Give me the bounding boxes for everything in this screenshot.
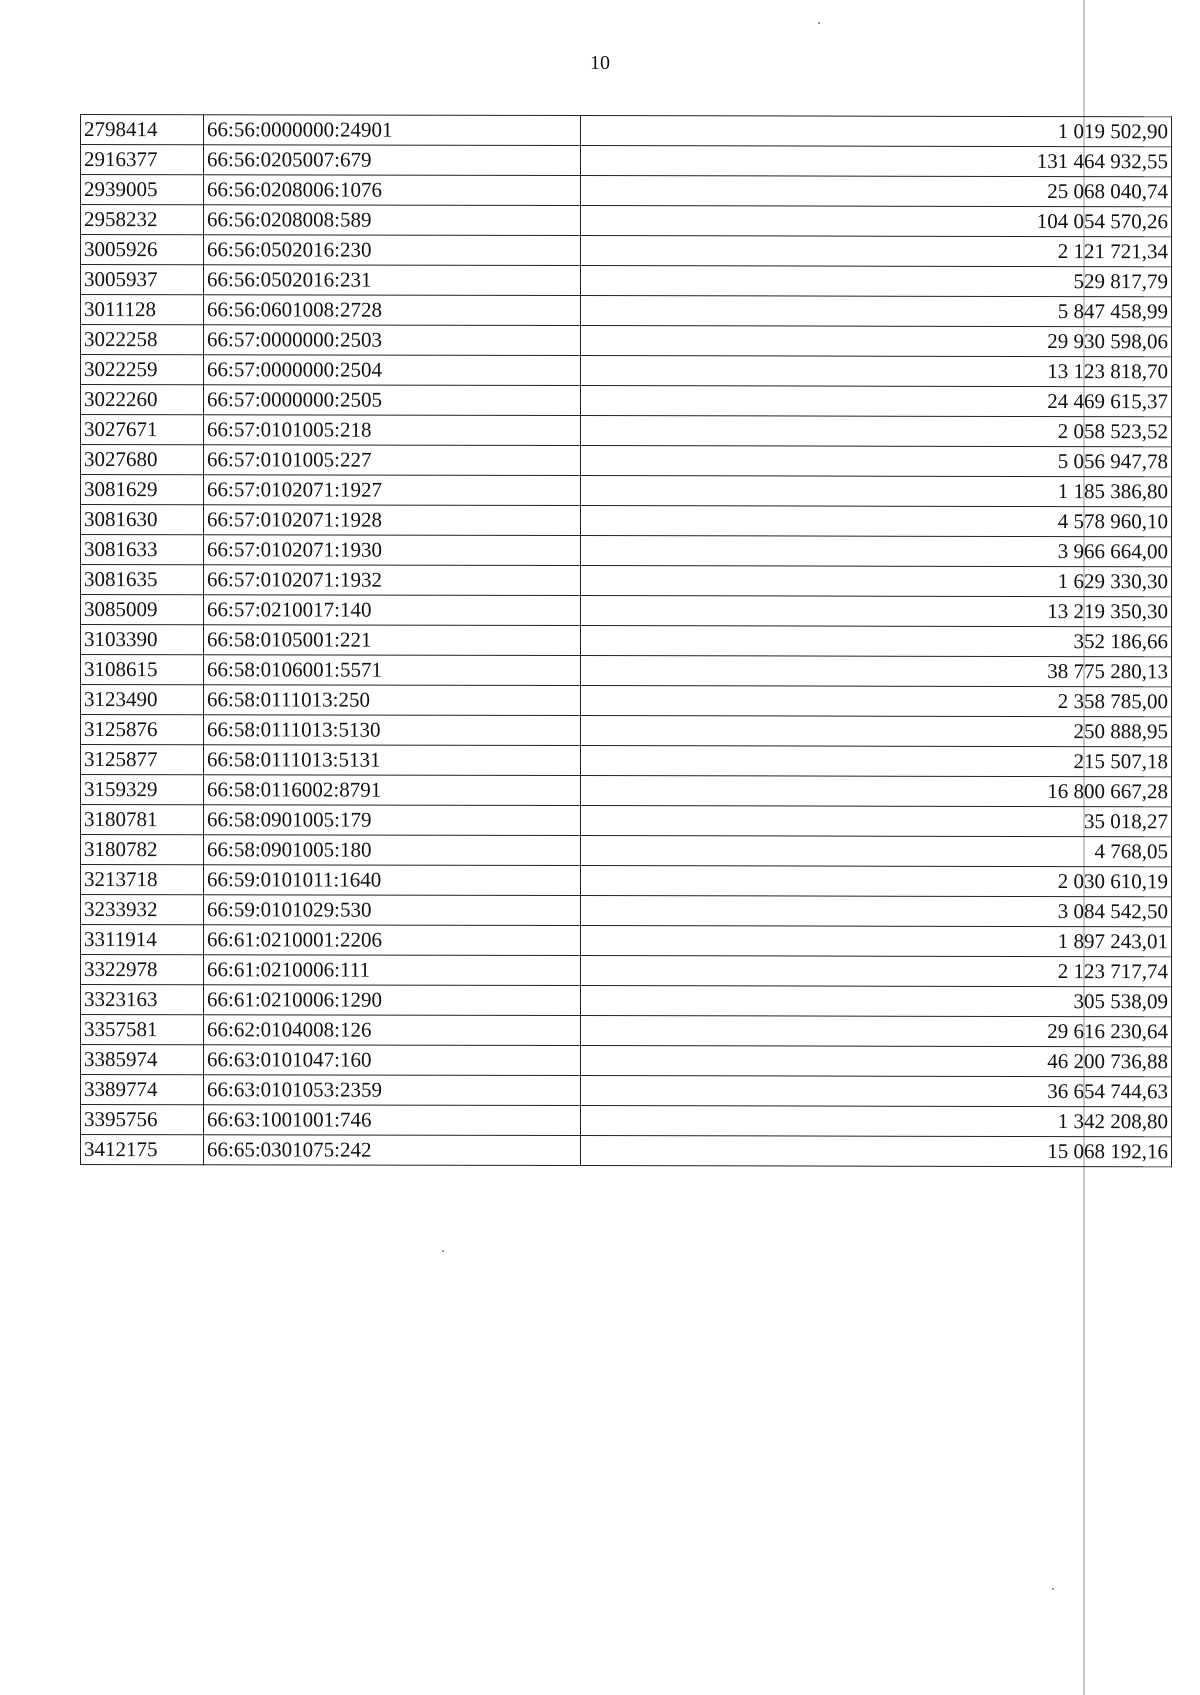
object-id-cell: 2916377 [81,145,204,175]
object-id-cell: 3081633 [81,535,204,565]
cadastral-number-cell: 66:58:0111013:5130 [204,715,581,746]
table-row [81,505,1172,537]
cadastral-number-cell: 66:56:0000000:24901 [204,115,581,146]
object-id-cell: 3123490 [81,685,204,715]
cadastral-value-cell: 2 358 785,00 [581,686,1172,717]
object-id-cell: 3081630 [81,505,204,535]
object-id-cell: 3233932 [81,895,204,925]
table-row [81,385,1172,417]
cadastral-number-cell: 66:63:0101053:2359 [204,1075,581,1106]
cadastral-value-cell: 29 930 598,06 [581,326,1172,357]
table-row [81,1075,1172,1107]
cadastral-number-cell: 66:57:0102071:1930 [204,535,581,566]
table-row [81,205,1172,237]
table-row [81,1105,1172,1137]
cadastral-number-cell: 66:57:0000000:2504 [204,355,581,386]
cadastral-value-cell: 5 847 458,99 [581,296,1172,327]
object-id-cell: 3022258 [81,325,204,355]
cadastral-number-cell: 66:57:0210017:140 [204,595,581,626]
cadastral-number-cell: 66:61:0210006:1290 [204,985,581,1016]
object-id-cell: 3011128 [81,295,204,325]
cadastral-number-cell: 66:58:0901005:179 [204,805,581,836]
table-row [81,895,1172,927]
cadastral-value-cell: 1 897 243,01 [581,926,1172,957]
object-id-cell: 3159329 [81,775,204,805]
cadastral-value-cell: 13 219 350,30 [581,596,1172,627]
cadastral-value-cell: 4 578 960,10 [581,506,1172,537]
cadastral-number-cell: 66:58:0901005:180 [204,835,581,866]
cadastral-number-cell: 66:56:0601008:2728 [204,295,581,326]
cadastral-number-cell: 66:63:1001001:746 [204,1105,581,1136]
cadastral-value-cell: 352 186,66 [581,626,1172,657]
cadastral-value-cell: 1 629 330,30 [581,566,1172,597]
table-row [81,235,1172,267]
table-row [81,145,1172,177]
scan-speck [818,22,820,24]
table-row [81,925,1172,957]
table-row [81,775,1172,807]
cadastral-value-cell: 4 768,05 [581,836,1172,867]
cadastral-value-cell: 5 056 947,78 [581,446,1172,477]
cadastral-number-cell: 66:56:0208006:1076 [204,175,581,206]
cadastral-number-cell: 66:59:0101011:1640 [204,865,581,896]
cadastral-number-cell: 66:57:0000000:2503 [204,325,581,356]
table-row [81,835,1172,867]
table-row [81,115,1172,147]
cadastral-number-cell: 66:57:0000000:2505 [204,385,581,416]
table-body [81,115,1172,1167]
table-row [81,265,1172,297]
cadastral-value-cell: 29 616 230,64 [581,1016,1172,1047]
object-id-cell: 3125877 [81,745,204,775]
cadastral-value-cell: 250 888,95 [581,716,1172,747]
cadastral-number-cell: 66:58:0105001:221 [204,625,581,656]
cadastral-number-cell: 66:56:0502016:231 [204,265,581,296]
object-id-cell: 3125876 [81,715,204,745]
object-id-cell: 3213718 [81,865,204,895]
cadastral-number-cell: 66:63:0101047:160 [204,1045,581,1076]
table-row [81,805,1172,837]
object-id-cell: 3081629 [81,475,204,505]
cadastral-value-cell: 2 030 610,19 [581,866,1172,897]
cadastral-number-cell: 66:61:0210001:2206 [204,925,581,956]
object-id-cell: 3005926 [81,235,204,265]
table-row [81,625,1172,657]
table-row [81,745,1172,777]
cadastral-value-cell: 15 068 192,16 [581,1136,1172,1167]
cadastral-number-cell: 66:58:0116002:8791 [204,775,581,806]
table-row [81,175,1172,207]
cadastral-number-cell: 66:62:0104008:126 [204,1015,581,1046]
table-row [81,1045,1172,1077]
cadastral-value-cell: 24 469 615,37 [581,386,1172,417]
object-id-cell: 3323163 [81,985,204,1015]
table-row [81,685,1172,717]
cadastral-value-cell: 46 200 736,88 [581,1046,1172,1077]
cadastral-value-cell: 3 084 542,50 [581,896,1172,927]
table-row [81,985,1172,1017]
cadastral-number-cell: 66:65:0301075:242 [204,1135,581,1166]
table-row [81,415,1172,447]
object-id-cell: 2958232 [81,205,204,235]
cadastral-number-cell: 66:57:0102071:1928 [204,505,581,536]
scan-speck [1052,1588,1054,1590]
cadastral-value-cell: 215 507,18 [581,746,1172,777]
table-row [81,655,1172,687]
table-row [81,445,1172,477]
object-id-cell: 3357581 [81,1015,204,1045]
cadastral-number-cell: 66:57:0101005:218 [204,415,581,446]
object-id-cell: 3385974 [81,1045,204,1075]
cadastral-value-cell: 2 121 721,34 [581,236,1172,267]
cadastral-value-cell: 3 966 664,00 [581,536,1172,567]
cadastral-value-cell: 16 800 667,28 [581,776,1172,807]
object-id-cell: 3395756 [81,1105,204,1135]
page-number: 10 [590,52,610,74]
object-id-cell: 3180782 [81,835,204,865]
cadastral-value-cell: 36 654 744,63 [581,1076,1172,1107]
object-id-cell: 3180781 [81,805,204,835]
cadastral-value-cell: 2 058 523,52 [581,416,1172,447]
cadastral-value-cell: 131 464 932,55 [581,146,1172,177]
cadastral-value-cell: 1 185 386,80 [581,476,1172,507]
cadastral-number-cell: 66:56:0205007:679 [204,145,581,176]
cadastral-number-cell: 66:56:0208008:589 [204,205,581,236]
table-row [81,1015,1172,1047]
table-row [81,475,1172,507]
cadastral-value-cell: 1 342 208,80 [581,1106,1172,1137]
cadastral-number-cell: 66:59:0101029:530 [204,895,581,926]
cadastral-value-cell: 1 019 502,90 [581,116,1172,147]
cadastral-number-cell: 66:56:0502016:230 [204,235,581,266]
object-id-cell: 3412175 [81,1135,204,1165]
table-row [81,1135,1172,1167]
object-id-cell: 3005937 [81,265,204,295]
cadastral-number-cell: 66:57:0102071:1927 [204,475,581,506]
table-row [81,325,1172,357]
object-id-cell: 3027671 [81,415,204,445]
object-id-cell: 2939005 [81,175,204,205]
object-id-cell: 3022259 [81,355,204,385]
table-row [81,955,1172,987]
cadastral-value-cell: 305 538,09 [581,986,1172,1017]
table-row [81,715,1172,747]
object-id-cell: 3311914 [81,925,204,955]
table-row [81,295,1172,327]
cadastral-value-cell: 104 054 570,26 [581,206,1172,237]
cadastral-value-cell: 35 018,27 [581,806,1172,837]
cadastral-value-cell: 529 817,79 [581,266,1172,297]
object-id-cell: 2798414 [81,115,204,145]
table-row [81,865,1172,897]
object-id-cell: 3081635 [81,565,204,595]
object-id-cell: 3108615 [81,655,204,685]
cadastral-number-cell: 66:58:0111013:250 [204,685,581,716]
cadastral-number-cell: 66:58:0106001:5571 [204,655,581,686]
object-id-cell: 3389774 [81,1075,204,1105]
cadastral-value-cell: 2 123 717,74 [581,956,1172,987]
scan-speck [442,1250,444,1252]
object-id-cell: 3103390 [81,625,204,655]
table-row [81,355,1172,387]
object-id-cell: 3022260 [81,385,204,415]
object-id-cell: 3322978 [81,955,204,985]
table-row [81,535,1172,567]
cadastral-value-cell: 25 068 040,74 [581,176,1172,207]
cadastral-number-cell: 66:57:0101005:227 [204,445,581,476]
object-id-cell: 3085009 [81,595,204,625]
cadastral-number-cell: 66:57:0102071:1932 [204,565,581,596]
cadastral-value-table [80,114,1172,1167]
cadastral-number-cell: 66:61:0210006:111 [204,955,581,986]
cadastral-number-cell: 66:58:0111013:5131 [204,745,581,776]
object-id-cell: 3027680 [81,445,204,475]
table-row [81,595,1172,627]
cadastral-value-cell: 38 775 280,13 [581,656,1172,687]
table-row [81,565,1172,597]
cadastral-value-cell: 13 123 818,70 [581,356,1172,387]
